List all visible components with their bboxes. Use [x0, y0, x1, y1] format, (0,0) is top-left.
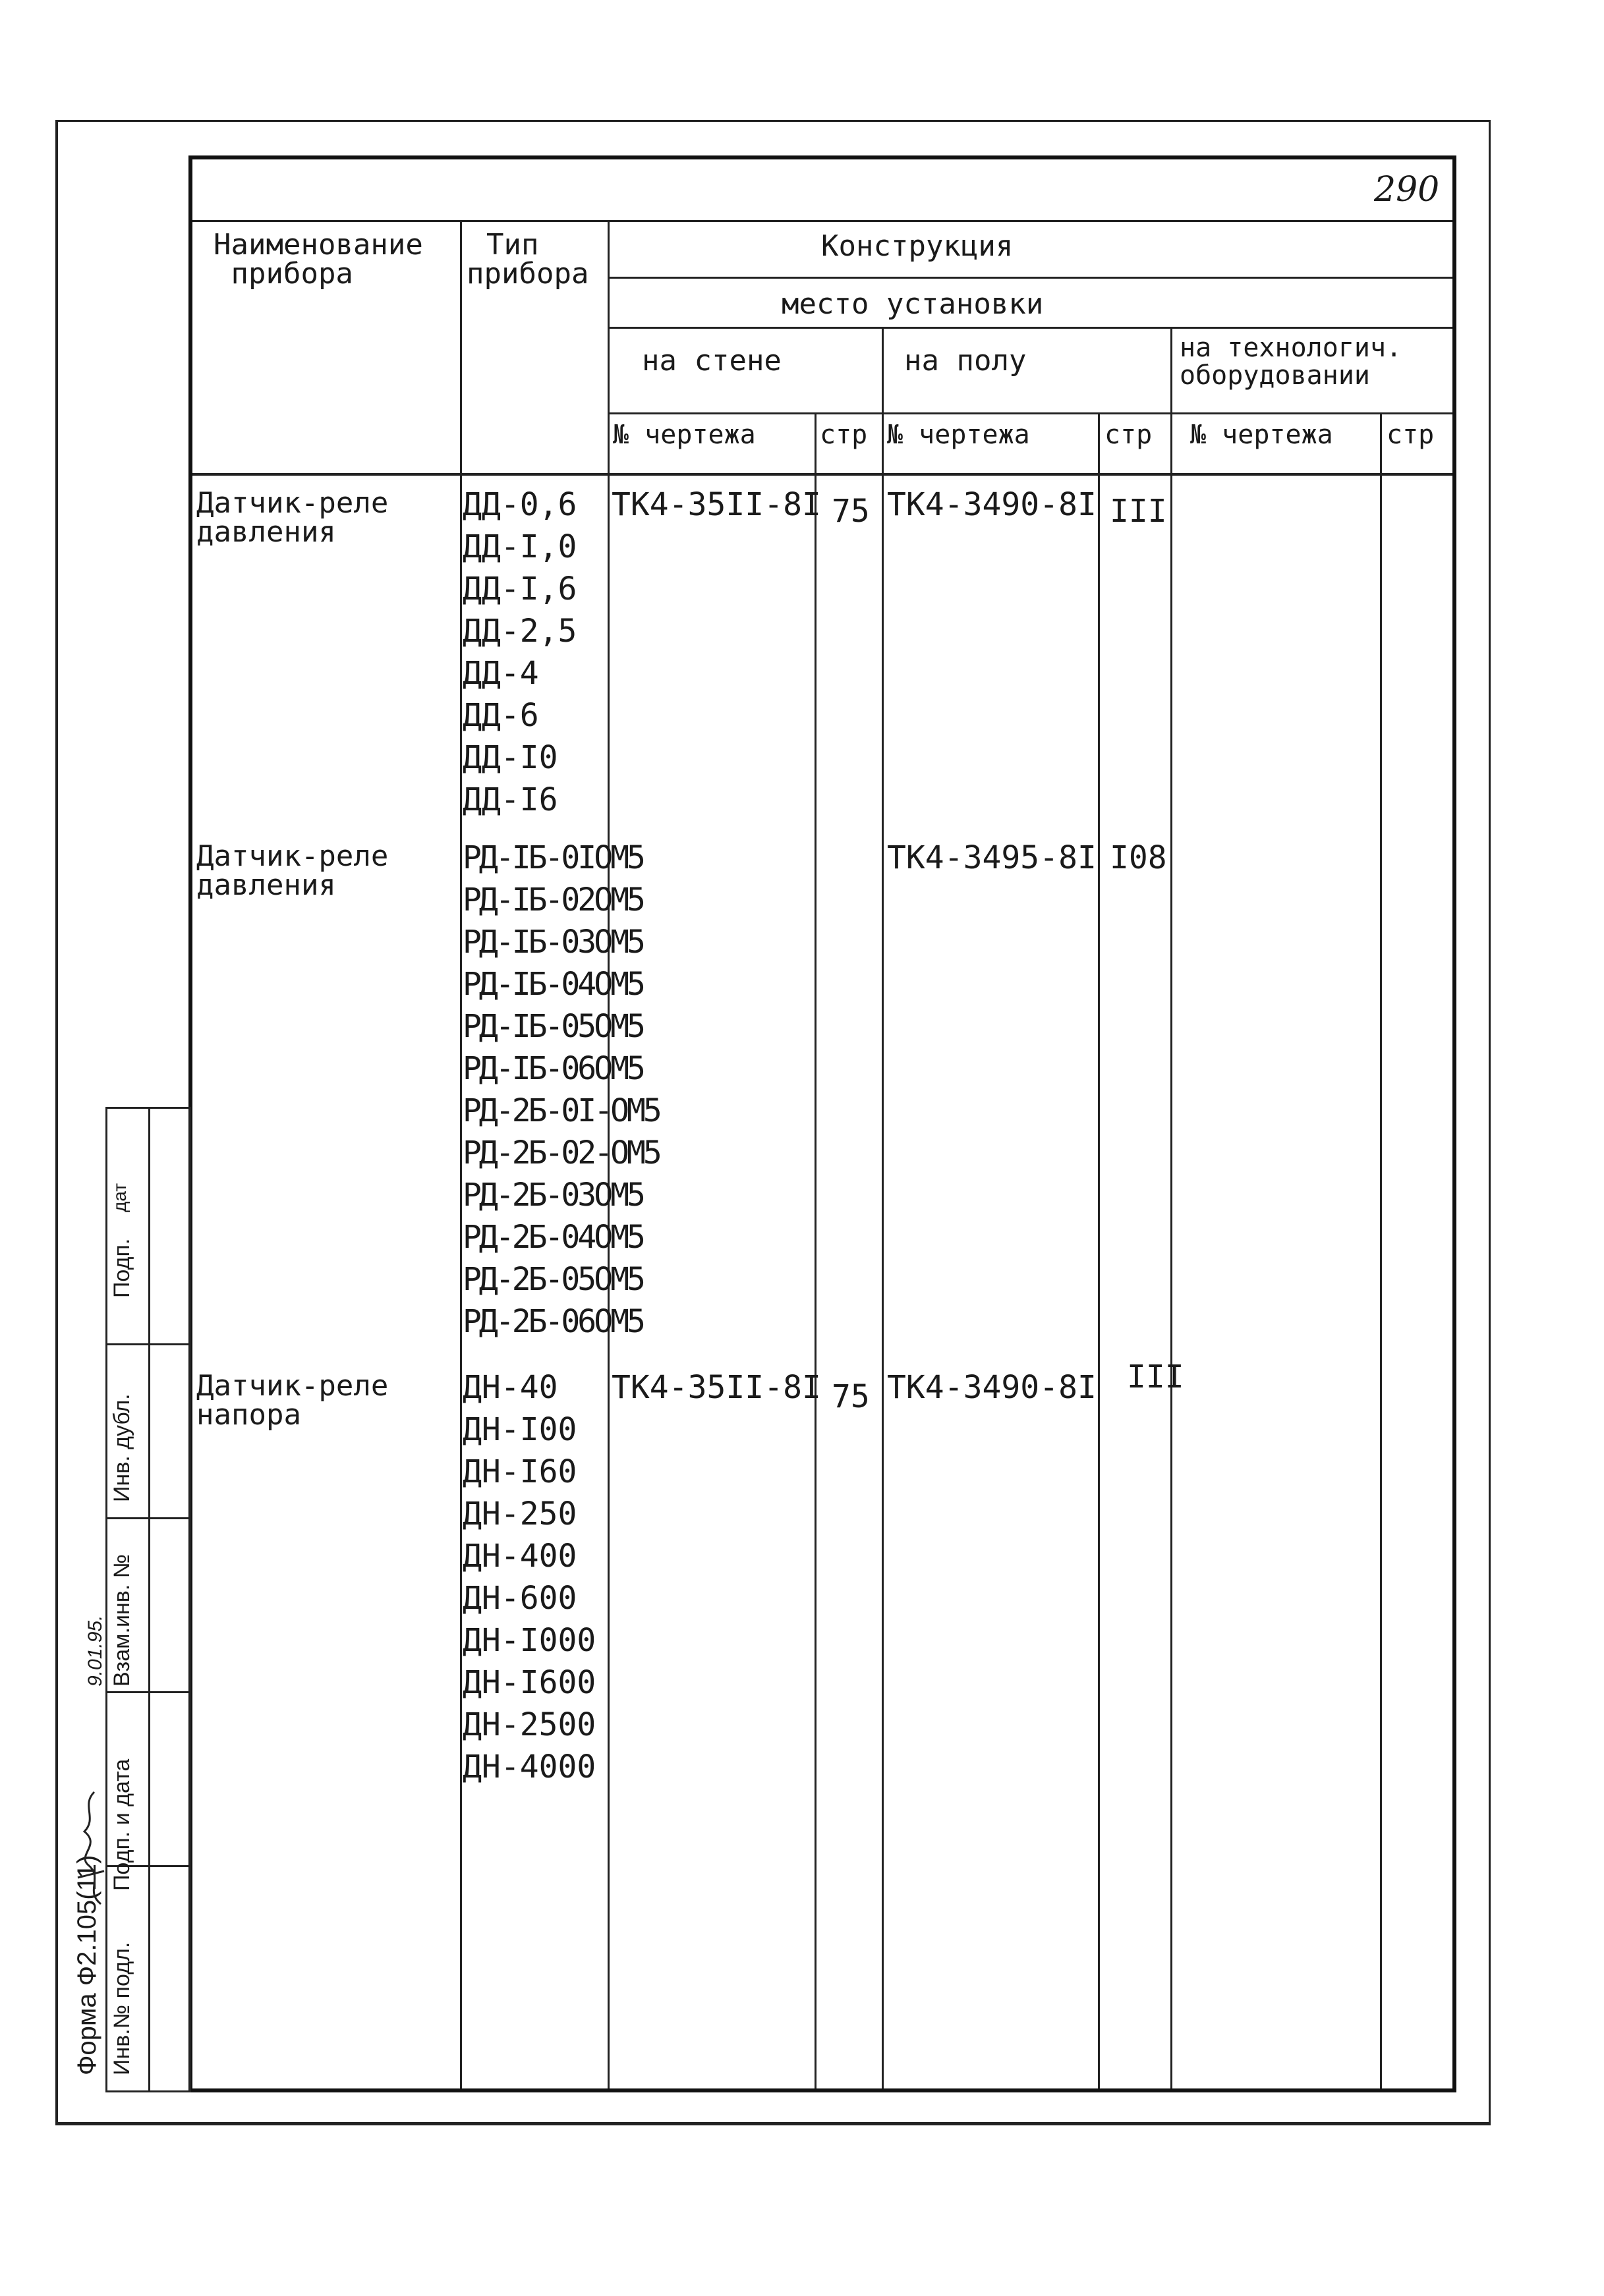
col-line-floor: [882, 327, 884, 2088]
col-line-wall-page: [815, 412, 816, 2088]
device-type: ДД-0,6: [463, 486, 577, 523]
construction-line: [609, 277, 1452, 279]
device-type: ДД-I0: [463, 739, 558, 776]
device-type: ДН-250: [463, 1496, 577, 1532]
floor-page: III: [1110, 493, 1167, 530]
device-type: ДД-4: [463, 655, 539, 692]
stamp-divider: [148, 1109, 150, 2090]
stamp-row-line: [107, 1691, 189, 1693]
device-type: ДД-I,0: [463, 528, 577, 565]
header-on-wall: на стене: [642, 344, 782, 378]
col-line-name: [460, 220, 462, 2088]
header-page-wall: стр: [820, 420, 868, 450]
header-on-floor: на полу: [904, 344, 1027, 378]
wall-page: 75: [832, 1378, 870, 1415]
device-type: ДН-I000: [463, 1622, 596, 1659]
device-name-line1: Датчик-реле: [196, 839, 389, 873]
wall-drawing-no: ТК4-35II-8I: [612, 486, 821, 523]
device-name-line2: давления: [196, 868, 336, 902]
header-bottom-line: [192, 473, 1452, 476]
device-name-line2: давления: [196, 515, 336, 549]
floor-drawing-no: ТК4-3495-8I: [887, 839, 1097, 876]
device-type: РД-IБ-04ОМ5: [463, 966, 643, 1003]
device-type: РД-IБ-06ОМ5: [463, 1050, 643, 1087]
header-drawing-no-floor: № чертежа: [887, 420, 1030, 450]
device-type: ДД-I,6: [463, 571, 577, 607]
device-type: РД-IБ-05ОМ5: [463, 1008, 643, 1045]
header-top-line: [192, 220, 1452, 222]
device-type: РД-2Б-03ОМ5: [463, 1177, 643, 1214]
header-drawing-no-wall: № чертежа: [613, 420, 756, 450]
floor-page: I08: [1110, 839, 1167, 876]
header-name-line2: прибора: [214, 257, 353, 291]
floor-drawing-no: ТК4-3490-8I: [887, 1369, 1097, 1406]
stamp-row-line: [107, 1343, 189, 1345]
page-number: 290: [1374, 170, 1440, 210]
device-type: РД-2Б-02-ОМ5: [463, 1134, 660, 1171]
col-line-floor-page: [1098, 412, 1100, 2088]
device-name-line2: напора: [196, 1398, 301, 1432]
stamp-inv-dubl: Инв. дубл.: [109, 1393, 134, 1502]
header-page-floor: стр: [1104, 420, 1153, 450]
signature-date: 9.01.95.: [84, 1615, 106, 1687]
device-type: ДН-400: [463, 1538, 577, 1575]
header-on-equipment-line2: оборудовании: [1180, 360, 1370, 391]
header-name-line1: Наименование: [214, 228, 423, 262]
device-type: ДН-I60: [463, 1453, 577, 1490]
device-type: РД-IБ-0IОМ5: [463, 839, 643, 876]
device-type: ДН-2500: [463, 1706, 596, 1743]
header-type-line2: прибора: [467, 257, 589, 291]
col-line-equipment: [1170, 327, 1172, 2088]
device-type: ДД-6: [463, 697, 539, 734]
device-type: ДН-600: [463, 1580, 577, 1617]
form-label: Форма Ф2.105(11): [72, 1855, 101, 2075]
col-line-equipment-page: [1380, 412, 1382, 2088]
stamp-inv-podl: Инв.№ подл.: [109, 1942, 134, 2075]
wall-page: 75: [832, 493, 870, 530]
device-type: РД-IБ-02ОМ5: [463, 882, 643, 918]
header-install-place: место установки: [782, 287, 1044, 321]
device-type: РД-2Б-0I-ОМ5: [463, 1092, 660, 1129]
stamp-podp: Подп.: [109, 1238, 134, 1298]
device-type: ДН-4000: [463, 1749, 596, 1785]
header-on-equipment-line1: на технологич.: [1180, 333, 1402, 363]
header-drawing-no-equipment: № чертежа: [1190, 420, 1333, 450]
device-name-line1: Датчик-реле: [196, 1369, 389, 1403]
device-type: РД-2Б-05ОМ5: [463, 1261, 643, 1298]
device-type: ДД-2,5: [463, 613, 577, 650]
stamp-vzam-inv: Взам.инв. №: [109, 1554, 134, 1687]
install-place-line: [609, 327, 1452, 329]
device-type: РД-2Б-04ОМ5: [463, 1219, 643, 1256]
floor-page: III: [1127, 1358, 1184, 1395]
header-construction: Конструкция: [821, 229, 1014, 263]
device-name-line1: Датчик-реле: [196, 486, 389, 520]
location-line: [609, 412, 1452, 414]
device-type: ДН-40: [463, 1369, 558, 1406]
stamp-extra: дат: [109, 1183, 130, 1212]
header-type-line1: Тип: [486, 228, 539, 262]
device-type: ДД-I6: [463, 781, 558, 818]
header-page-equipment: стр: [1387, 420, 1435, 450]
device-type: РД-IБ-03ОМ5: [463, 924, 643, 961]
stamp-row-line: [107, 1517, 189, 1519]
device-type: РД-2Б-06ОМ5: [463, 1303, 643, 1340]
device-type: ДН-I600: [463, 1664, 596, 1701]
wall-drawing-no: ТК4-35II-8I: [612, 1369, 821, 1406]
floor-drawing-no: ТК4-3490-8I: [887, 486, 1097, 523]
device-type: ДН-I00: [463, 1411, 577, 1448]
signature: [71, 1779, 111, 1911]
stamp-podp-data: Подп. и дата: [109, 1758, 134, 1891]
